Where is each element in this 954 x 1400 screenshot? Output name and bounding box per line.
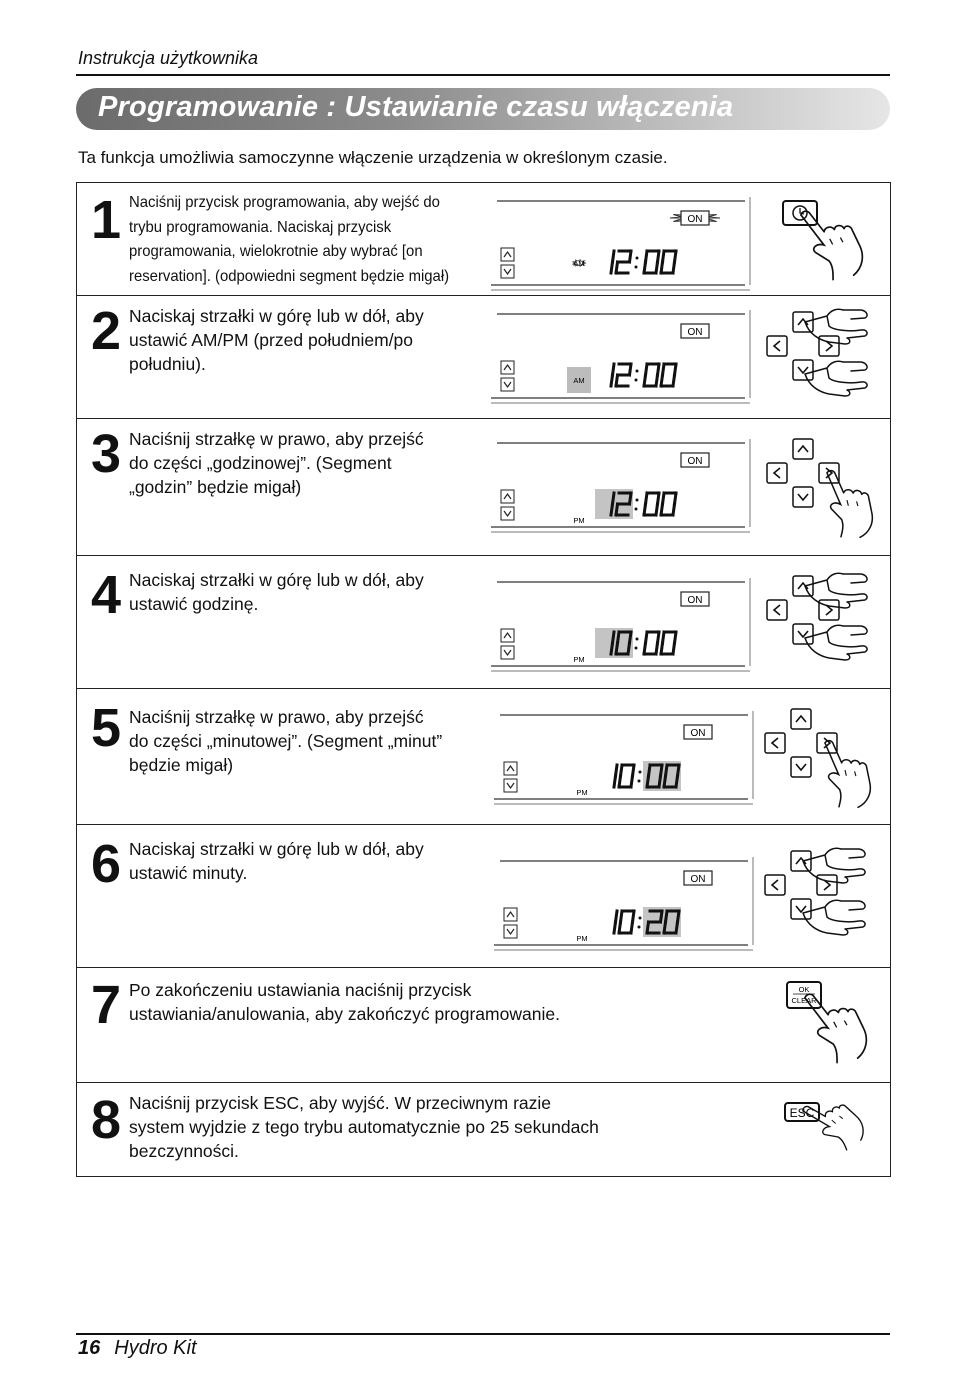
step-row <box>77 295 890 418</box>
remote-button-illustration <box>761 701 881 816</box>
lcd-up-arrow-icon <box>501 490 514 503</box>
right-arrow-key[interactable] <box>817 733 837 753</box>
time-colon <box>635 257 639 269</box>
left-arrow-key[interactable] <box>765 875 785 895</box>
ok-clear-icon[interactable] <box>767 974 887 1084</box>
instruction-line: Naciśnij przycisk programowania, aby wejść do <box>129 194 440 211</box>
down-arrow-key[interactable] <box>793 624 813 644</box>
remote-button-illustration <box>763 304 883 419</box>
step-row <box>77 688 890 824</box>
hour-digit <box>611 251 614 273</box>
on-badge: ON <box>690 728 706 739</box>
ampm-indicator: PM <box>576 934 588 943</box>
lcd-display <box>487 435 753 535</box>
instruction-line: Naciskaj strzałki w górę lub w dół, aby <box>129 306 424 326</box>
time-colon <box>638 771 642 783</box>
instruction-line: trybu programowania. Naciskaj przycisk <box>129 218 392 236</box>
pressing-hand-icon <box>802 1089 870 1157</box>
minute-digit <box>661 493 676 515</box>
step-row <box>77 183 890 295</box>
lcd-up-arrow-icon <box>501 361 514 374</box>
remote-button-illustration <box>761 843 881 958</box>
footer <box>78 1337 197 1360</box>
down-arrow-key[interactable] <box>791 757 811 777</box>
down-arrow-key[interactable] <box>791 899 811 919</box>
footer-rule <box>76 1333 890 1335</box>
minute-digit <box>644 493 659 515</box>
section-title: Programowanie : Ustawianie czasu włączenia <box>98 91 734 123</box>
lcd-down-arrow-icon <box>501 378 514 391</box>
step-row <box>77 1082 890 1176</box>
lcd-display <box>487 574 753 674</box>
arrow-pad-icon[interactable] <box>761 843 881 953</box>
up-arrow-key[interactable] <box>793 576 813 596</box>
instruction-line: do części „godzinowej”. (Segment <box>129 453 392 473</box>
hour-digit <box>614 765 617 787</box>
lcd-panel <box>487 193 753 298</box>
step-instruction <box>129 978 560 1026</box>
page-number: 16 <box>78 1337 101 1359</box>
pressing-hand-icon <box>805 625 867 660</box>
instruction-line: „godzin” będzie migał) <box>129 477 302 497</box>
on-badge: ON <box>690 874 706 885</box>
minute-digit <box>644 364 659 386</box>
instruction-line: programowania, wielokrotnie aby wybrać [on <box>129 243 423 260</box>
remote-button-illustration <box>767 1089 887 1204</box>
instruction-line: do części „minutowej”. (Segment „minut” <box>129 731 443 751</box>
time-colon <box>638 917 642 929</box>
remote-button-illustration <box>763 431 883 546</box>
minute-digit <box>644 251 659 273</box>
step-number: 3 <box>91 424 122 484</box>
ampm-indicator: AM <box>573 376 585 385</box>
arrow-pad-icon[interactable] <box>763 568 883 678</box>
lcd-panel <box>487 306 753 411</box>
hour-digit <box>616 251 631 273</box>
step-instruction <box>129 427 424 499</box>
minute-digit <box>661 364 676 386</box>
product-name: Hydro Kit <box>114 1337 197 1359</box>
time-colon <box>635 370 639 382</box>
lcd-down-arrow-icon <box>504 779 517 792</box>
lcd-panel <box>487 574 753 679</box>
header-rule <box>76 74 890 76</box>
instruction-line: Naciśnij strzałkę w prawo, aby przejść <box>129 429 424 449</box>
right-arrow-key[interactable] <box>819 336 839 356</box>
step-row <box>77 967 890 1082</box>
lcd-up-arrow-icon <box>501 248 514 261</box>
time-colon <box>635 638 639 650</box>
lcd-display <box>487 306 753 406</box>
instruction-line: Po zakończeniu ustawiania naciśnij przycisk <box>129 980 472 1000</box>
down-arrow-key[interactable] <box>793 360 813 380</box>
pressing-hand-icon <box>803 900 865 935</box>
step-instruction <box>129 568 424 616</box>
ampm-indicator: PM <box>573 516 585 525</box>
step-instruction <box>129 705 442 777</box>
hour-digit <box>619 911 634 933</box>
on-badge: ON <box>687 214 703 225</box>
lcd-down-arrow-icon <box>501 646 514 659</box>
hour-digit <box>614 911 617 933</box>
lcd-down-arrow-icon <box>504 925 517 938</box>
step-instruction <box>129 304 424 376</box>
step-number: 6 <box>91 834 122 894</box>
arrow-pad-icon[interactable] <box>761 701 881 811</box>
remote-button-illustration <box>763 191 883 306</box>
arrow-pad-icon[interactable] <box>763 431 883 541</box>
running-header: Instrukcja użytkownika <box>78 48 259 68</box>
right-arrow-key[interactable] <box>819 463 839 483</box>
up-arrow-key[interactable] <box>793 312 813 332</box>
remote-button-illustration <box>767 974 887 1089</box>
lcd-down-arrow-icon <box>501 265 514 278</box>
step-number: 4 <box>91 565 122 625</box>
arrow-pad-icon[interactable] <box>763 304 883 414</box>
instruction-line: system wyjdzie z tego trybu automatycznie po 25 sekundach <box>129 1117 599 1137</box>
on-badge: ON <box>687 456 703 467</box>
step-instruction <box>129 191 482 289</box>
step-number: 5 <box>91 698 122 758</box>
instruction-line: Naciśnij przycisk ESC, aby wyjść. W przeciwnym razie <box>129 1093 552 1113</box>
lcd-up-arrow-icon <box>504 762 517 775</box>
hour-digit <box>616 364 631 386</box>
step-instruction <box>129 1091 599 1163</box>
instruction-line: ustawić godzinę. <box>129 594 259 614</box>
ampm-indicator: PM <box>573 655 585 664</box>
steps-table <box>76 182 891 1177</box>
right-arrow-key[interactable] <box>817 875 837 895</box>
left-arrow-key[interactable] <box>767 336 787 356</box>
instruction-line: ustawić AM/PM (przed południem/po <box>129 330 414 350</box>
step-number: 1 <box>91 190 122 250</box>
up-arrow-key[interactable] <box>793 439 813 459</box>
ampm-indicator: AM <box>573 259 585 268</box>
instruction-line: Naciśnij strzałkę w prawo, aby przejść <box>129 707 424 727</box>
ok-label: OK <box>798 985 810 994</box>
clear-label: CLEAR <box>791 996 817 1005</box>
lcd-panel <box>490 707 756 812</box>
instruction-line: południu). <box>129 354 206 374</box>
instruction-line: ustawić minuty. <box>129 863 248 883</box>
on-badge: ON <box>687 595 703 606</box>
step-row <box>77 555 890 688</box>
esc-icon[interactable] <box>767 1089 887 1199</box>
up-arrow-key[interactable] <box>791 851 811 871</box>
lcd-up-arrow-icon <box>504 908 517 921</box>
lcd-panel <box>490 853 756 958</box>
step-instruction <box>129 837 424 885</box>
up-arrow-key[interactable] <box>791 709 811 729</box>
down-arrow-key[interactable] <box>793 487 813 507</box>
on-badge: ON <box>687 327 703 338</box>
step-row <box>77 418 890 555</box>
instruction-line: będzie migał) <box>129 755 234 775</box>
right-arrow-key[interactable] <box>819 600 839 620</box>
step-number: 2 <box>91 301 122 361</box>
hour-digit <box>611 364 614 386</box>
instruction-line: Naciskaj strzałki w górę lub w dół, aby <box>129 570 424 590</box>
lcd-display <box>490 707 756 807</box>
step-row <box>77 824 890 967</box>
remote-button-illustration <box>763 568 883 683</box>
time-colon <box>635 499 639 511</box>
instruction-line: bezczynności. <box>129 1141 239 1161</box>
esc-label: ESC <box>789 1106 815 1120</box>
lcd-up-arrow-icon <box>501 629 514 642</box>
step-number: 7 <box>91 975 122 1035</box>
minute-digit <box>644 632 659 654</box>
timer-icon[interactable] <box>763 191 883 301</box>
instruction-line: reservation]. (odpowiedni segment będzie migał) <box>129 267 450 285</box>
lcd-display <box>490 853 756 953</box>
instruction-line: ustawiania/anulowania, aby zakończyć programowanie. <box>129 1004 560 1024</box>
step-number: 8 <box>91 1090 122 1150</box>
pressing-hand-icon <box>805 361 867 396</box>
left-arrow-key[interactable] <box>767 600 787 620</box>
ampm-indicator: PM <box>576 788 588 797</box>
instruction-line: Naciskaj strzałki w górę lub w dół, aby <box>129 839 424 859</box>
lcd-display <box>487 193 753 293</box>
left-arrow-key[interactable] <box>765 733 785 753</box>
minute-digit <box>661 251 676 273</box>
minute-digit <box>661 632 676 654</box>
hour-digit <box>619 765 634 787</box>
left-arrow-key[interactable] <box>767 463 787 483</box>
lcd-down-arrow-icon <box>501 507 514 520</box>
lcd-panel <box>487 435 753 540</box>
section-title-bar <box>76 88 890 130</box>
intro-text: Ta funkcja umożliwia samoczynne włączenie urządzenia w określonym czasie. <box>78 148 668 167</box>
